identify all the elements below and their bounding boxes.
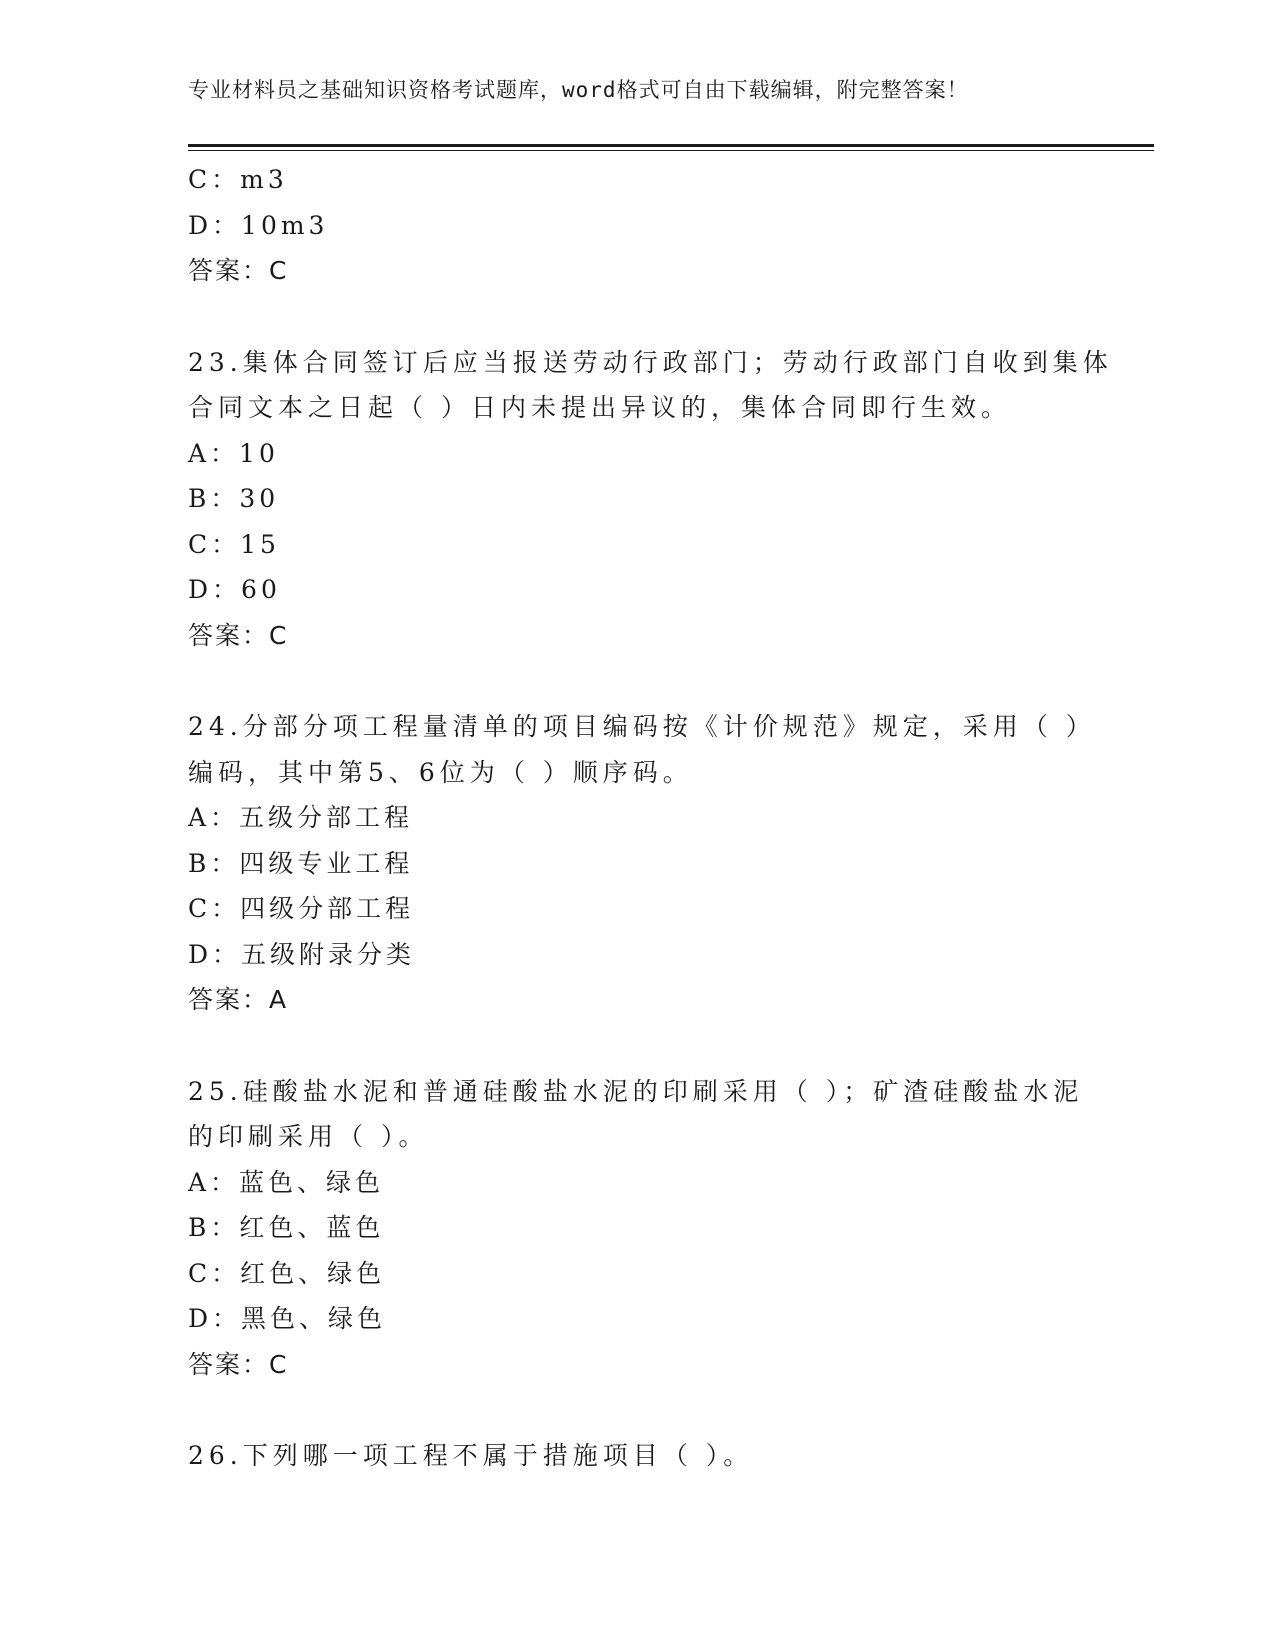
answer-line: 答案：C (188, 1349, 289, 1379)
header-rule-thin (188, 150, 1154, 151)
option-c: C：四级分部工程 (188, 894, 415, 923)
question-content (188, 157, 1113, 1479)
question-stem: 的印刷采用（ ）。 (188, 1122, 429, 1151)
option-b: B：30 (188, 484, 280, 513)
answer-line: 答案：C (188, 620, 289, 650)
question-stem: 编码，其中第5、6位为（ ）顺序码。 (188, 757, 693, 787)
option-d: D：10m3 (188, 210, 329, 240)
question-26 (188, 1433, 1088, 1479)
spacer (188, 658, 1088, 704)
option-a: A：10 (188, 438, 279, 468)
question-stem: 24.分部分项工程量清单的项目编码按《计价规范》规定，采用（ ） (188, 712, 1096, 741)
question-stem: 合同文本之日起（ ）日内未提出异议的，集体合同即行生效。 (188, 393, 1011, 422)
option-a: A：五级分部工程 (188, 803, 414, 832)
prev-question (188, 157, 1088, 294)
answer-line: 答案：C (188, 256, 289, 285)
option-c: C：红色、绿色 (188, 1258, 386, 1288)
option-a: A：蓝色、绿色 (188, 1167, 385, 1197)
question-stem: 25.硅酸盐水泥和普通硅酸盐水泥的印刷采用（ ）；矿渣硅酸盐水泥 (188, 1076, 1084, 1106)
spacer (188, 1023, 1088, 1069)
question-stem: 23.集体合同签订后应当报送劳动行政部门；劳动行政部门自收到集体 (188, 347, 1113, 377)
option-d: D：黑色、绿色 (188, 1304, 387, 1333)
answer-line: 答案：A (188, 985, 289, 1014)
question-stem: 26.下列哪一项工程不属于措施项目（ ）。 (188, 1441, 754, 1470)
option-c: C：m3 (188, 165, 288, 194)
question-25 (188, 1069, 1088, 1388)
spacer (188, 294, 1088, 340)
spacer (188, 1387, 1088, 1433)
option-d: D：60 (188, 575, 281, 604)
header-rule-thick (188, 144, 1154, 147)
option-b: B：四级专业工程 (188, 848, 414, 878)
question-23 (188, 340, 1113, 659)
page-header: 专业材料员之基础知识资格考试题库，word格式可自由下载编辑，附完整答案！ (188, 78, 969, 102)
question-24 (188, 704, 1096, 1023)
option-c: C：15 (188, 529, 280, 559)
option-d: D：五级附录分类 (188, 939, 416, 969)
option-b: B：红色、蓝色 (188, 1213, 385, 1242)
